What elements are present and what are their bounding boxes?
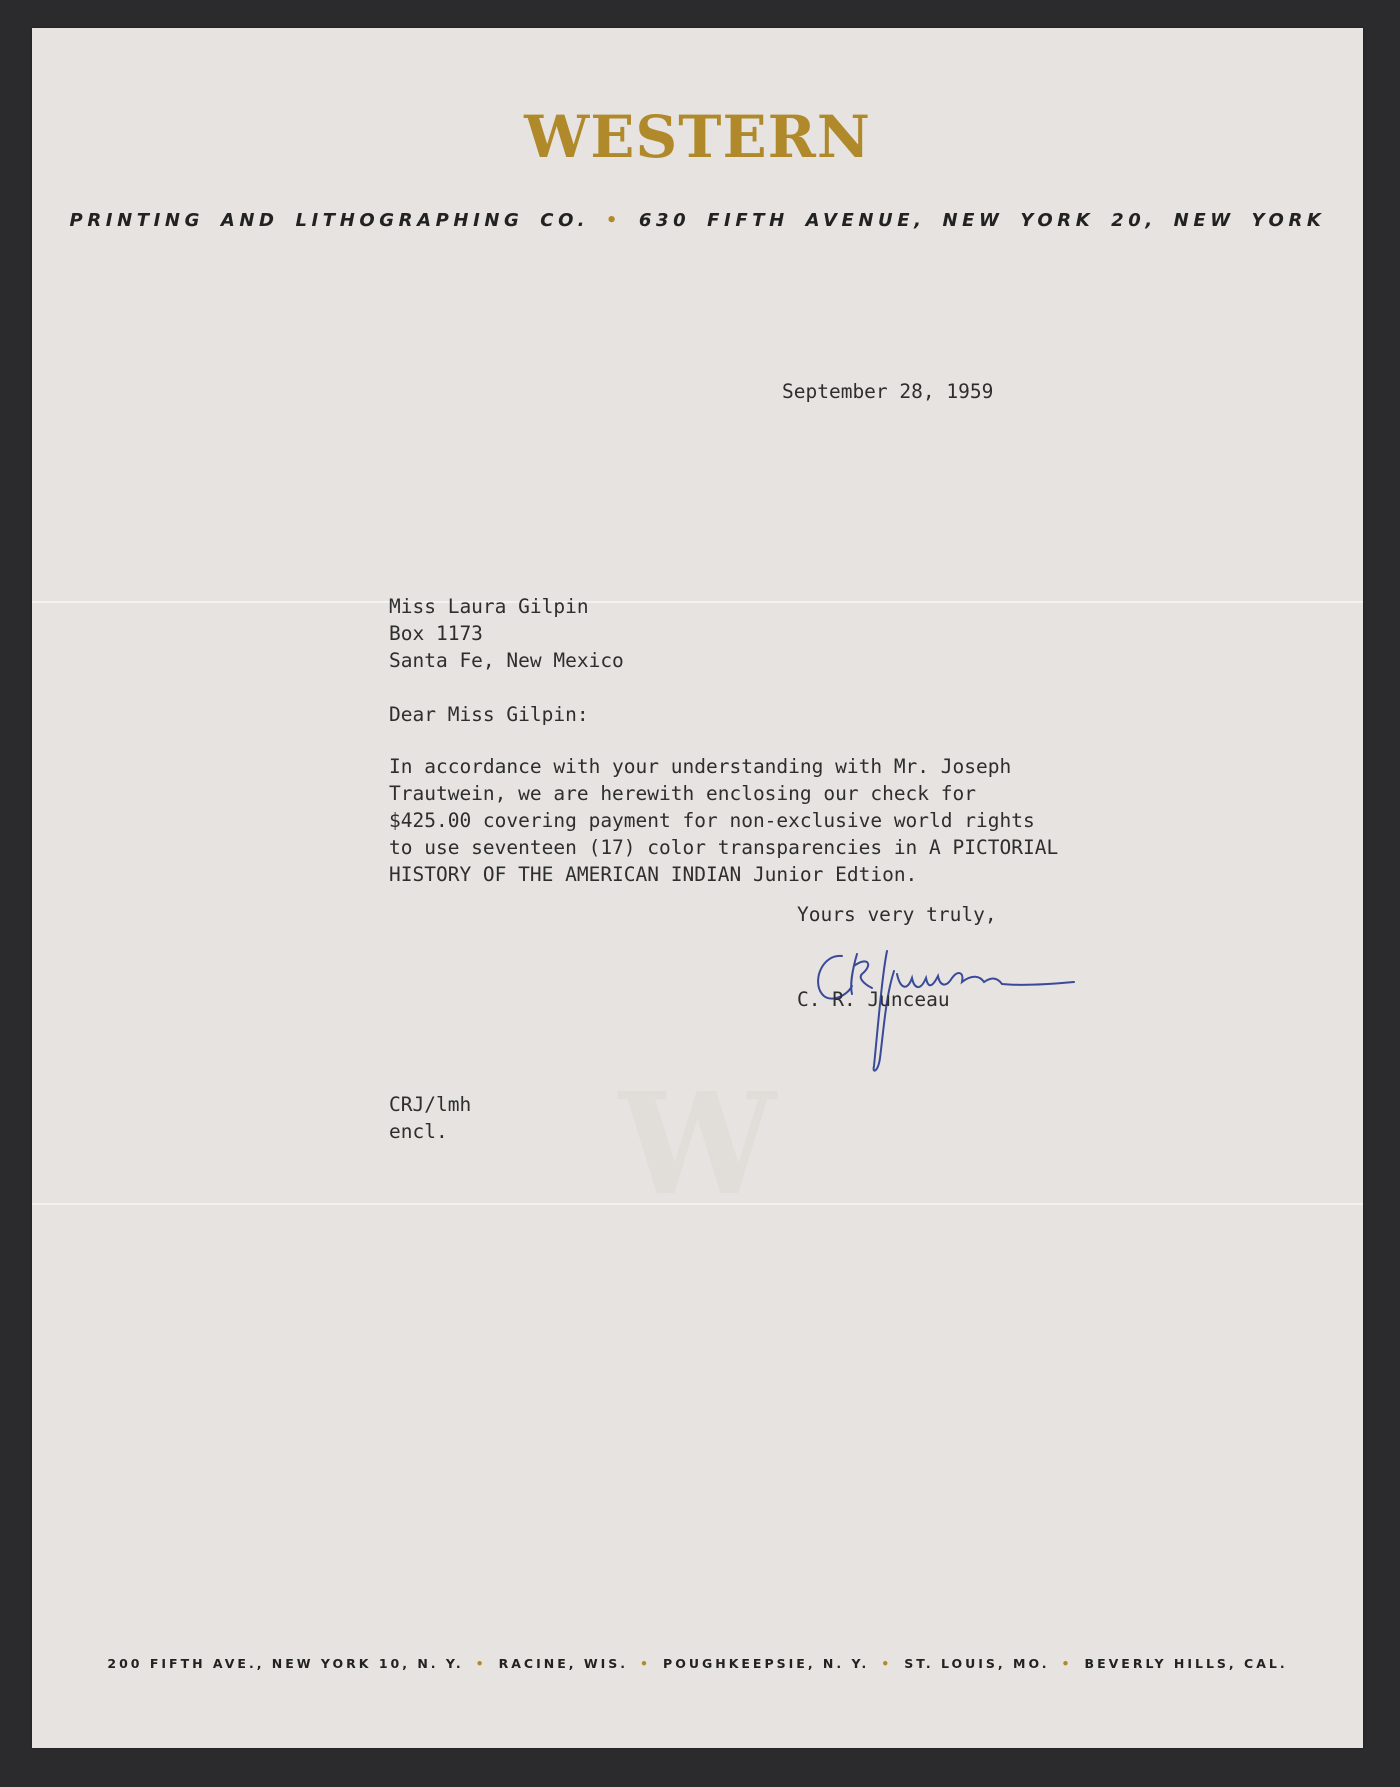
letterhead-footer [32, 1656, 1363, 1671]
separator-dot: • [640, 1656, 652, 1671]
recipient-box: Box 1173 [389, 622, 483, 645]
signer-name: C. R. Junceau [797, 988, 950, 1011]
footer-location: 200 FIFTH AVE., NEW YORK 10, N. Y. [107, 1656, 464, 1671]
body-line: $425.00 covering payment for non-exclusive world rights [389, 809, 1035, 832]
separator-dot: • [881, 1656, 893, 1671]
body-line: In accordance with your understanding with Mr. Joseph [389, 755, 1012, 778]
enclosure-line: encl. [389, 1120, 448, 1143]
recipient-name: Miss Laura Gilpin [389, 595, 589, 618]
body-line: Trautwein, we are herewith enclosing our check for [389, 782, 976, 805]
closing: Yours very truly, [797, 903, 997, 926]
company-logo: WESTERN [524, 103, 871, 171]
reference-initials [389, 1091, 471, 1145]
paper-watermark: W [618, 1063, 777, 1227]
salutation: Dear Miss Gilpin: [389, 703, 589, 726]
footer-location: POUGHKEEPSIE, N. Y. [663, 1656, 870, 1671]
recipient-address [389, 593, 624, 674]
separator-dot: • [475, 1656, 487, 1671]
letter-date: September 28, 1959 [782, 380, 994, 403]
footer-location: RACINE, WIS. [498, 1656, 629, 1671]
company-name: PRINTING AND LITHOGRAPHING CO. [69, 210, 590, 231]
footer-location: BEVERLY HILLS, CAL. [1084, 1656, 1288, 1671]
letter-body [389, 753, 1058, 888]
letter-page [32, 28, 1363, 1748]
reference-line: CRJ/lmh [389, 1093, 472, 1116]
body-line: HISTORY OF THE AMERICAN INDIAN Junior Edtion. [389, 863, 918, 886]
footer-location: ST. LOUIS, MO. [904, 1656, 1050, 1671]
recipient-city: Santa Fe, New Mexico [389, 649, 624, 672]
fold-line [32, 601, 1363, 603]
company-address: 630 FIFTH AVENUE, NEW YORK 20, NEW YORK [638, 210, 1326, 231]
separator-dot: • [605, 210, 639, 231]
body-line: to use seventeen (17) color transparencies in A PICTORIAL [389, 836, 1059, 859]
letterhead-address [32, 210, 1363, 231]
separator-dot: • [1061, 1656, 1073, 1671]
